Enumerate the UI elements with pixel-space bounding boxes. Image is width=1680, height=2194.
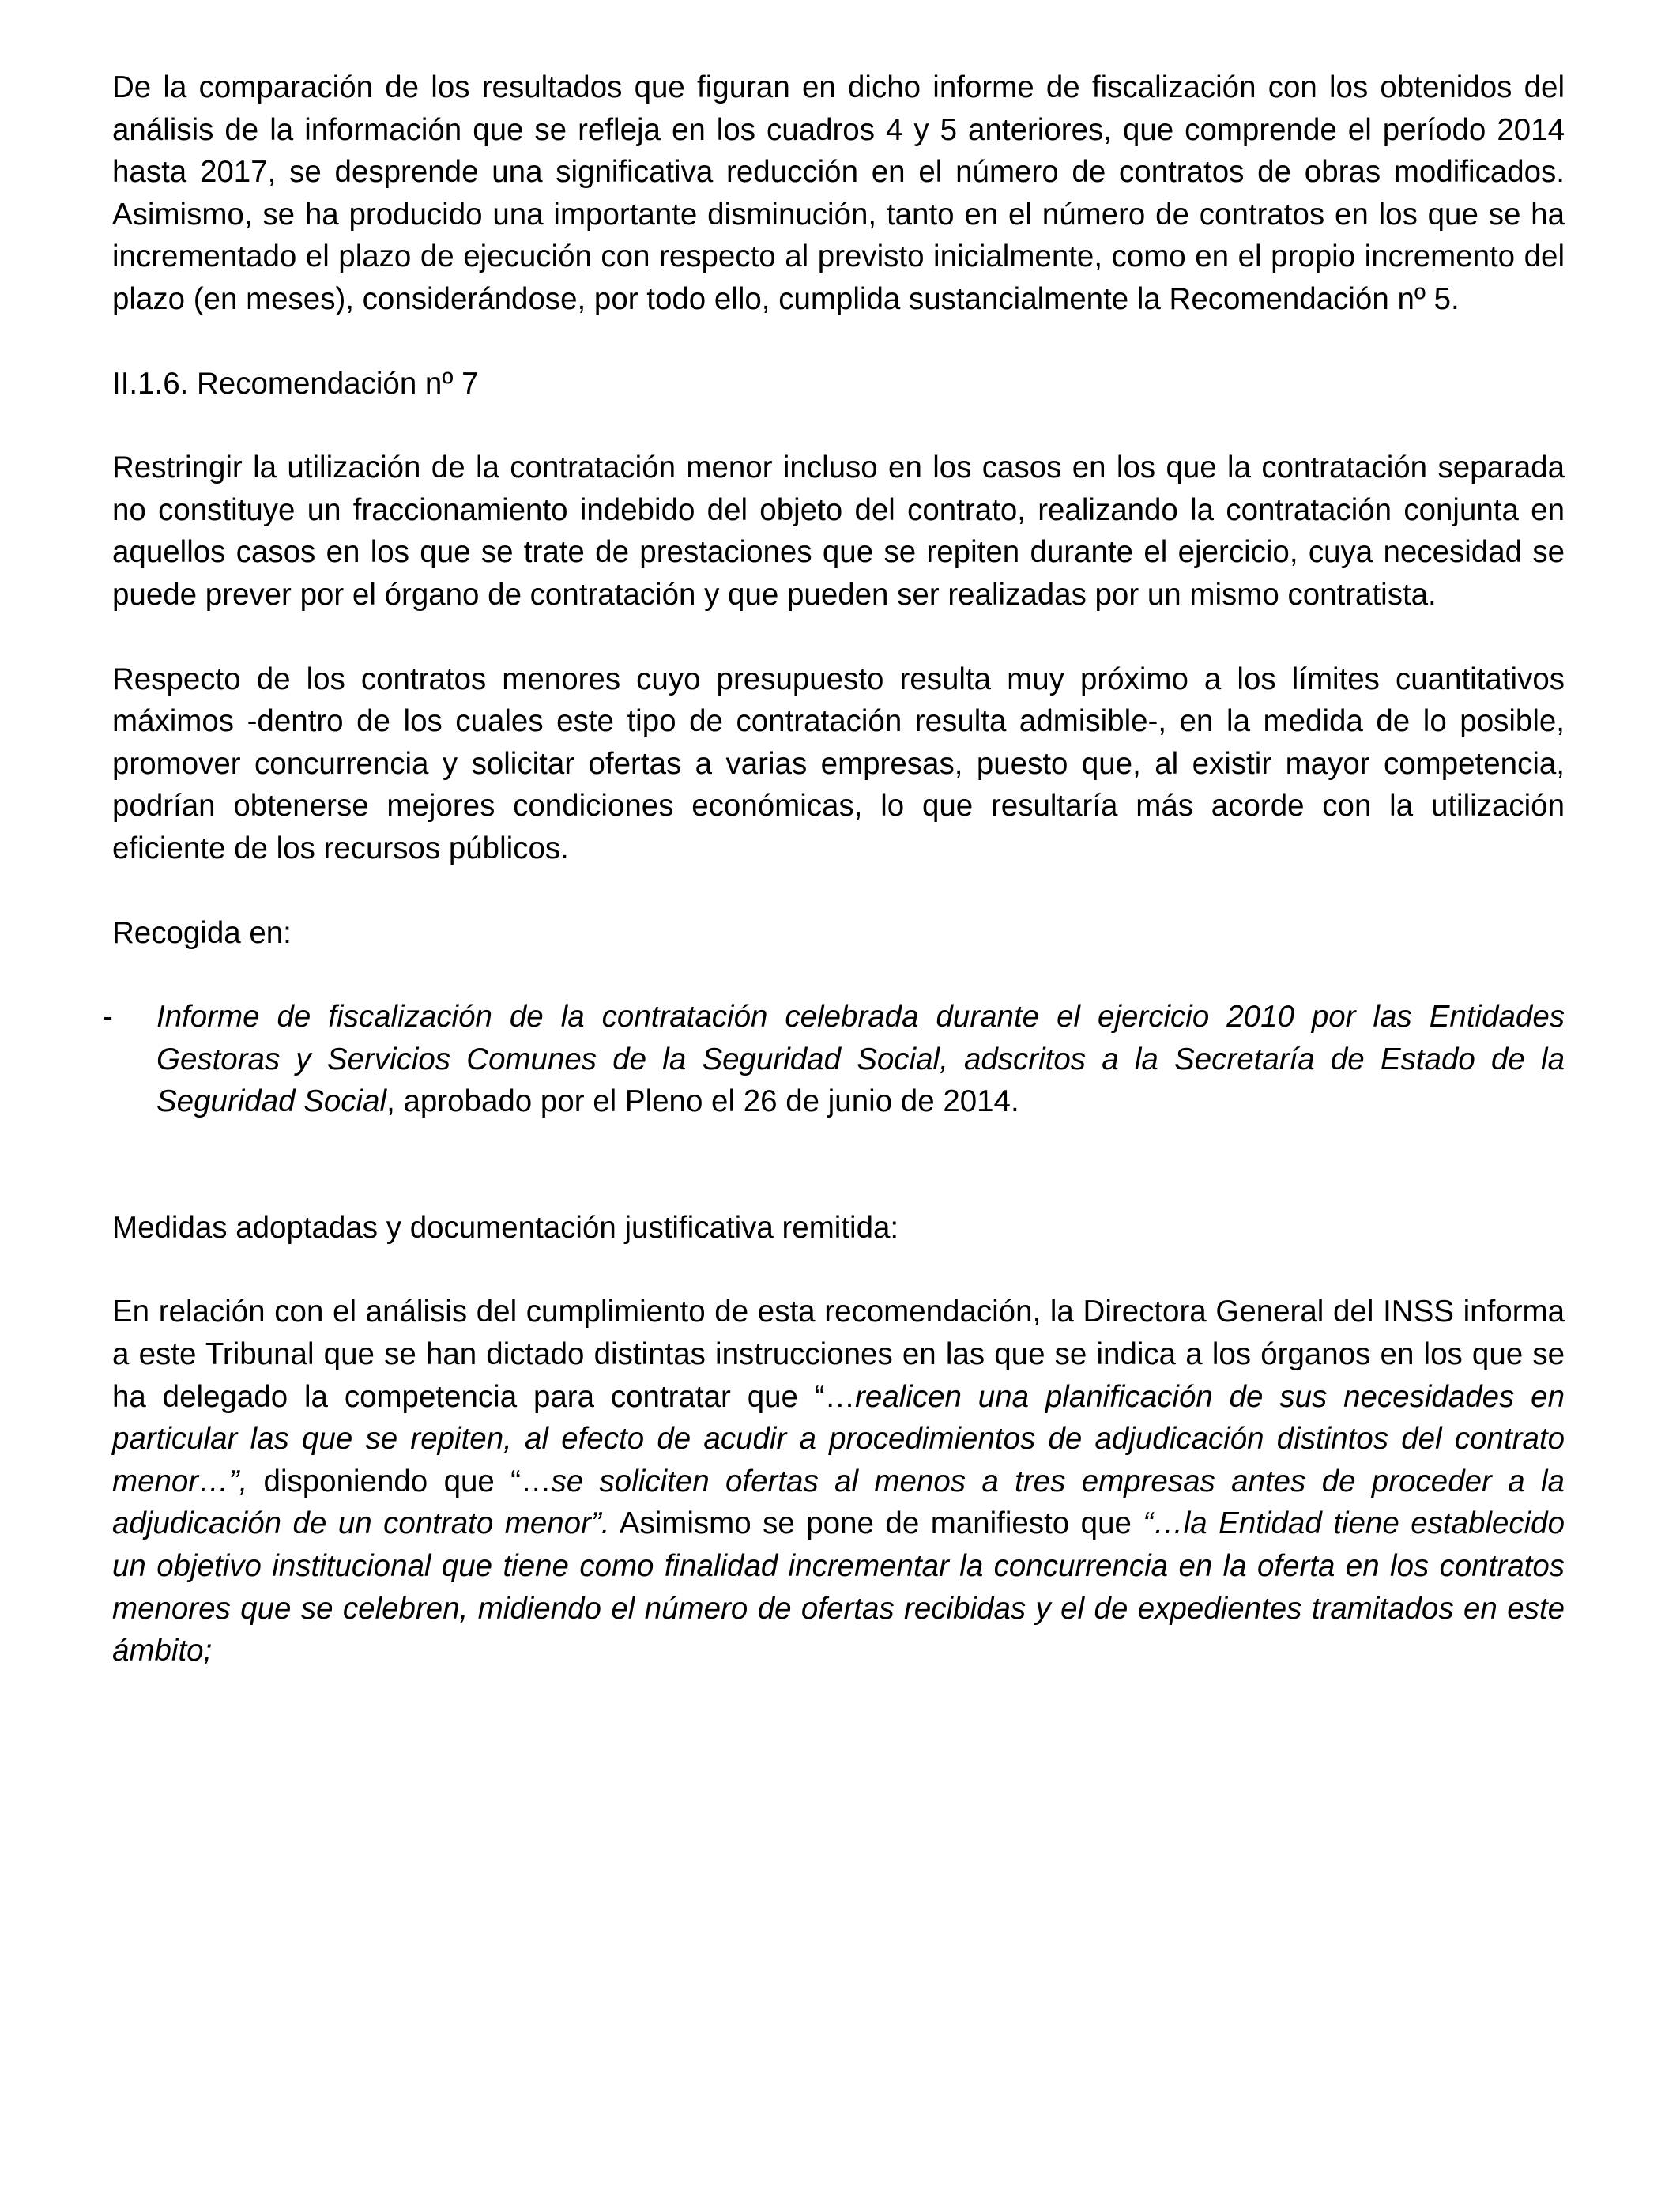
report-title: Informe de fiscalización de la contratación celebrada durante el ejercicio 2010 por las Entidades Gestoras y Servicios Comunes de la Seguridad Social, adscritos a la Secretaría de Estado de la Seguridad Social: [156, 1000, 1565, 1119]
recogida-label: Recogida en:: [112, 915, 292, 950]
document-page: [103, 66, 1565, 1714]
inss-text-1: En relación con el análisis del cumplimiento de esta recomendación, la Directora General del INSS informa a este Tribunal que se han dictado distintas instrucciones en las que se indica a los órganos en los que se ha delegado la competencia para contratar que “…: [112, 1295, 1565, 1414]
inss-quote-2: se soliciten ofertas al menos a tres empresas antes de proceder a la adjudicación de un contrato menor”.: [112, 1464, 1565, 1541]
section-heading: II.1.6. Recomendación nº 7: [112, 366, 479, 401]
paragraph-comparison: De la comparación de los resultados que figuran en dicho informe de fiscalización con los obtenidos del análisis de la información que se refleja en los cuadros 4 y 5 anteriores, que comprende el período 2014 hasta 2017, se desprende una significativa reducción en el número de contratos de obras modificados. Asimismo, se ha producido una importante disminución, tanto en el número de contratos en los que se ha incrementado el plazo de ejecución con respecto al previsto inicialmente, como en el propio incremento del plazo (en meses), considerándose, por todo ello, cumplida sustancialmente la Recomendación nº 5.: [112, 70, 1565, 316]
inss-text-3: Asimismo se pone de manifiesto que: [609, 1506, 1143, 1541]
list-item: [103, 996, 1565, 1123]
inss-text-2: disponiendo que “…: [247, 1464, 552, 1498]
bullet-dash: -: [103, 1000, 113, 1035]
report-approval: , aprobado por el Pleno el 26 de junio de 2014.: [386, 1084, 1019, 1119]
paragraph-inss-report: [112, 1291, 1565, 1672]
inss-quote-1: realicen una planificación de sus necesidades en particular las que se repiten, al efecto de acudir a procedimientos de adjudicación distintos del contrato menor…”,: [112, 1379, 1565, 1498]
reference-list: [103, 996, 1565, 1123]
paragraph-recommendation-text: Restringir la utilización de la contratación menor incluso en los casos en los que la contratación separada no constituye un fraccionamiento indebido del objeto del contrato, realizando la contratación conjunta en aquellos casos en los que se trate de prestaciones que se repiten durante el ejercicio, cuya necesidad se puede prever por el órgano de contratación y que pueden ser realizadas por un mismo contratista.: [112, 450, 1565, 612]
measures-heading: Medidas adoptadas y documentación justificativa remitida:: [112, 1210, 899, 1245]
inss-quote-3: “…la Entidad tiene establecido un objetivo institucional que tiene como finalidad incrementar la concurrencia en la oferta en los contratos menores que se celebren, midiendo el número de ofertas recibidas y el de expedientes tramitados en este ámbito;: [112, 1506, 1565, 1668]
paragraph-minor-contracts: Respecto de los contratos menores cuyo presupuesto resulta muy próximo a los límites cuantitativos máximos -dentro de los cuales este tipo de contratación resulta admisible-, en la medida de lo posible, promover concurrencia y solicitar ofertas a varias empresas, puesto que, al existir mayor competencia, podrían obtenerse mejores condiciones económicas, lo que resultaría más acorde con la utilización eficiente de los recursos públicos.: [112, 662, 1565, 865]
